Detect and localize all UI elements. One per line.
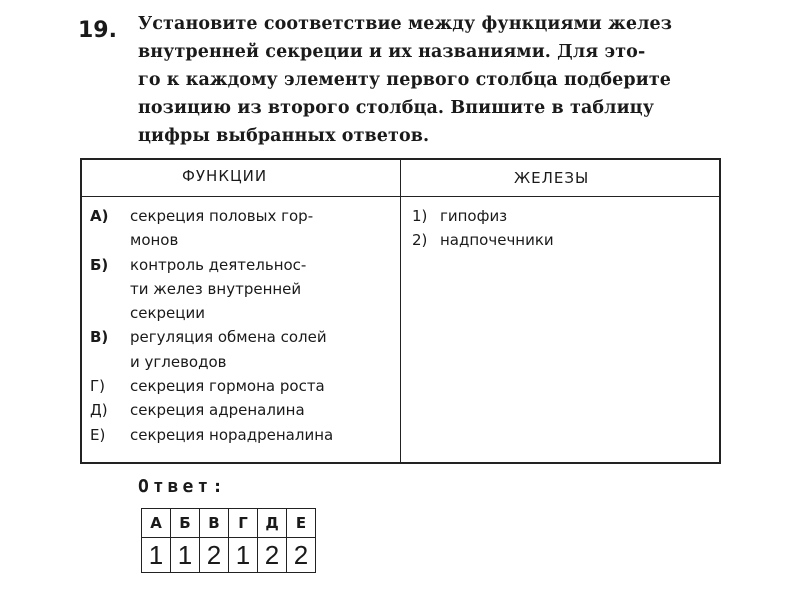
gland-text: гипофиз (440, 207, 508, 225)
list-item (412, 228, 712, 252)
answer-letter: Д (258, 509, 287, 538)
answer-cell[interactable]: 2 (258, 538, 287, 573)
task-line: внутренней секреции и их названиями. Для это- (138, 42, 646, 62)
glands-list (412, 204, 712, 253)
answer-cell[interactable]: 2 (200, 538, 229, 573)
function-letter: Г) (90, 377, 105, 396)
function-text: секреция половых гор- монов (130, 207, 314, 250)
task-line: го к каждому элементу первого столбца подберите (138, 70, 671, 90)
task-line: позицию из второго столбца. Впишите в таблицу (138, 98, 655, 118)
function-text: секреция гормона роста (130, 377, 325, 396)
answer-letter: Е (287, 509, 316, 538)
answer-cell[interactable]: 1 (142, 538, 171, 573)
gland-text: надпочечники (440, 231, 554, 250)
answer-label: Ответ: (138, 476, 228, 497)
function-letter: Е) (90, 425, 106, 444)
list-item (90, 204, 395, 253)
matching-table (80, 158, 721, 464)
functions-header: ФУНКЦИИ (182, 167, 268, 185)
function-letter: Д) (90, 401, 108, 420)
header-divider (82, 196, 719, 197)
task-number: 19. (78, 18, 117, 43)
task-line: цифры выбранных ответов. (138, 126, 430, 146)
answer-cell[interactable]: 1 (171, 538, 200, 573)
function-letter: Б) (90, 255, 109, 274)
list-item (412, 204, 712, 228)
answer-values-row (142, 538, 316, 573)
glands-header: ЖЕЛЕЗЫ (514, 169, 590, 187)
function-letter: В) (90, 328, 109, 347)
function-text: контроль деятельнос- ти желез внутренней секреции (130, 255, 307, 323)
answer-cell[interactable]: 1 (229, 538, 258, 573)
list-item (90, 253, 395, 326)
answer-cell[interactable]: 2 (287, 538, 316, 573)
function-text: секреция норадреналина (130, 425, 334, 444)
list-item (90, 398, 395, 422)
functions-list (90, 204, 395, 447)
list-item (90, 374, 395, 398)
answer-letter: Б (171, 509, 200, 538)
function-letter: А) (90, 207, 109, 225)
gland-number: 1) (412, 207, 428, 225)
function-text: регуляция обмена солей и углеводов (130, 328, 327, 371)
gland-number: 2) (412, 231, 428, 250)
column-divider (400, 160, 401, 462)
answer-table (141, 508, 316, 573)
list-item (90, 325, 395, 374)
task-statement (138, 10, 738, 150)
answer-letter: В (200, 509, 229, 538)
answer-letter: А (142, 509, 171, 538)
function-text: секреция адреналина (130, 401, 305, 420)
answer-letter: Г (229, 509, 258, 538)
task-line: Установите соответствие между функциями желез (138, 14, 673, 34)
answer-letters-row (142, 509, 316, 538)
list-item (90, 423, 395, 447)
